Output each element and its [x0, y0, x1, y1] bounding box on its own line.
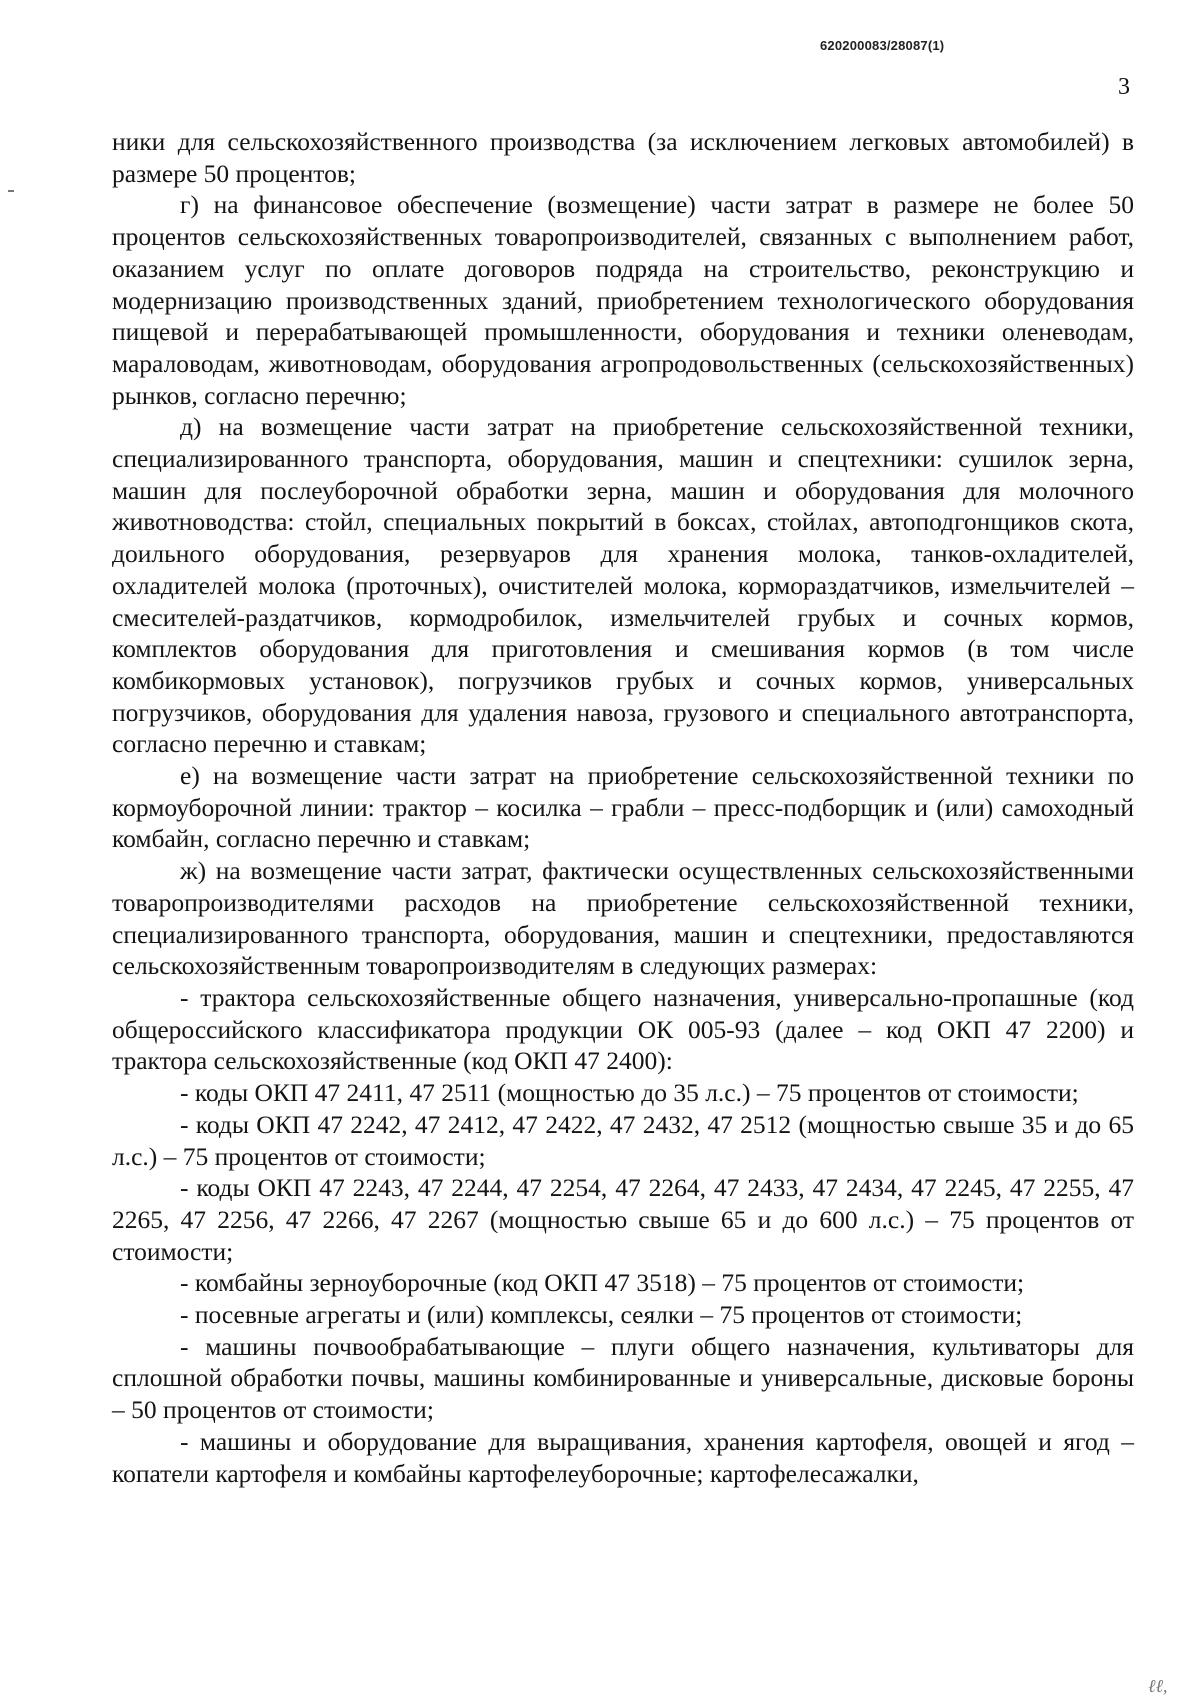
paragraph-item-d: д) на возмещение части затрат на приобретение сельскохозяйственной техники, специализированного транспорта, оборудования, машин и спецтехники: сушилок зерна, машин для послеуборочной обработки зерна, машин и оборудования для молочного животноводства: стойл, специальных покрытий в боксах, стойлах, автоподгонщиков скота, доильного оборудования, резервуаров для хранения молока, танков-охладителей, охладителей молока (проточных), очистителей молока, кормораздатчиков, измельчителей – смесителей-раздатчиков, кормодробилок, измельчителей грубых и сочных кормов, комплектов оборудования для приготовления и смешивания кормов (в том числе комбикормовых установок), погрузчиков грубых и сочных кормов, универсальных погрузчиков, оборудования для удаления навоза, грузового и специального автотранспорта, согласно перечню и ставкам;	[112, 412, 1134, 759]
list-item-codes-65-600: - коды ОКП 47 2243, 47 2244, 47 2254, 47 2264, 47 2433, 47 2434, 47 2245, 47 2255, 47 2265, 47 2256, 47 2266, 47 2267 (мощностью свыше 65 и до 600 л.с.) – 75 процентов от стоимости;	[112, 1173, 1134, 1266]
paragraph-item-g: г) на финансовое обеспечение (возмещение) части затрат в размере не более 50 процентов сельскохозяйственных товаропроизводителей, связанных с выполнением работ, оказанием услуг по оплате договоров подряда на строительство, реконструкцию и модернизацию производственных зданий, приобретением технологического оборудования пищевой и перерабатывающей промышленности, оборудования и техники оленеводам, мараловодам, животноводам, оборудования агропродовольственных (сельскохозяйственных) рынков, согласно перечню;	[112, 190, 1134, 410]
paragraph-continuation: ники для сельскохозяйственного производства (за исключением легковых автомобилей) в размере 50 процентов;	[112, 127, 1134, 188]
list-item-tillage: - машины почвообрабатывающие – плуги общего назначения, культиваторы для сплошной обработки почвы, машины комбинированные и универсальные, дисковые бороны – 50 процентов от стоимости;	[112, 1331, 1134, 1425]
paragraph-item-e: е) на возмещение части затрат на приобретение сельскохозяйственной техники по кормоуборочной линии: трактор – косилка – грабли – пресс-подборщик и (или) самоходный комбайн, согласно перечню и ставкам;	[112, 761, 1134, 854]
document-body	[112, 126, 1134, 1489]
list-item-codes-35-65: - коды ОКП 47 2242, 47 2412, 47 2422, 47 2432, 47 2512 (мощностью свыше 35 и до 65 л.с.) – 75 процентов от стоимости;	[112, 1109, 1134, 1171]
handwritten-mark: ℓℓ,	[1148, 1676, 1168, 1696]
document-id: 620200083/28087(1)	[820, 38, 945, 53]
margin-mark	[8, 190, 14, 192]
list-item-seeders: - посевные агрегаты и (или) комплексы, сеялки – 75 процентов от стоимости;	[180, 1300, 1023, 1330]
list-item-codes-up-to-35: - коды ОКП 47 2411, 47 2511 (мощностью до 35 л.с.) – 75 процентов от стоимости;	[180, 1078, 1079, 1108]
list-item-tractors: - трактора сельскохозяйственные общего назначения, универсально-пропашные (код общероссийского классификатора продукции ОК 005-93 (далее – код ОКП 47 2200) и трактора сельскохозяйственные (код ОКП 47 2400):	[112, 982, 1134, 1076]
page-number: 3	[1118, 74, 1130, 100]
paragraph-item-zh: ж) на возмещение части затрат, фактически осуществленных сельскохозяйственными товаропроизводителями расходов на приобретение сельскохозяйственной техники, специализированного транспорта, оборудования, машин и спецтехники, предоставляются сельскохозяйственным товаропроизводителям в следующих размерах:	[112, 856, 1134, 981]
list-item-potato-machines: - машины и оборудование для выращивания, хранения картофеля, овощей и ягод – копатели картофеля и комбайны картофелеуборочные; картофелесажалки,	[112, 1426, 1134, 1488]
list-item-combines: - комбайны зерноуборочные (код ОКП 47 3518) – 75 процентов от стоимости;	[180, 1268, 1025, 1298]
